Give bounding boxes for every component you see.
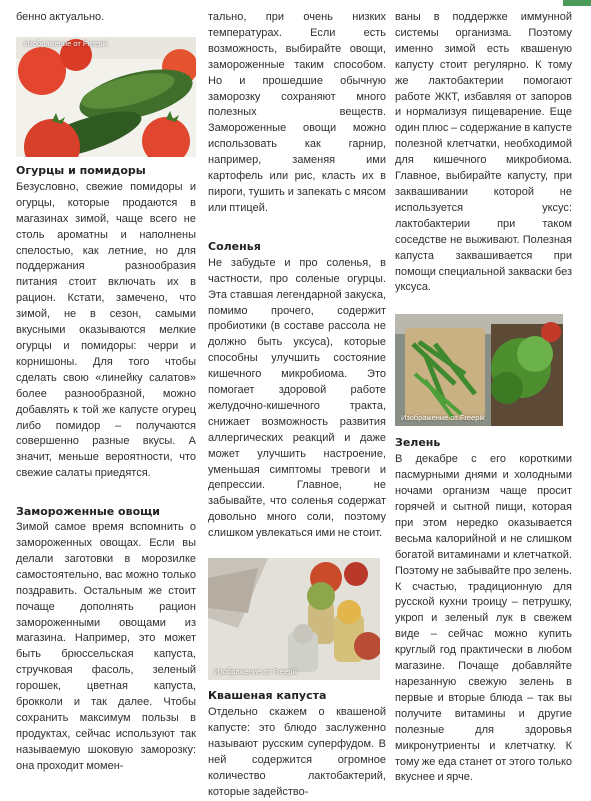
text-cucumbers-tomatoes: Безусловно, свежие помидоры и огурцы, которые продаются в магазинах зимой, чаще всего не столь ароматны и наполнены спелостью, как летние, но для поддержания разнообразия питания стоит включать их в рацион. Кстати, замечено, что зимой, не в сезон, самыми вкусными оказываются мелкие огурцы и помидоры: черри и корнишоны. Для того чтобы сделать свою «линейку салатов» более разнообразной, можно добавлять к той же капусте огурец либо помидор – получаются совершенно разные вкусы. А значит, меньше вероятности, что свежие салаты приедятся. <box>16 180 196 480</box>
image-credit: Изображение от Freepik <box>214 667 298 677</box>
image-credit: Изображение от Freepik <box>401 413 485 423</box>
column-3-lead-text: ваны в поддержке иммунной системы организма. Поэтому именно зимой есть квашеную капусту стоит регулярно. К тому же лактобактерии помогают работе ЖКТ, избавляя от запоров и нормализуя пищеварение. Еще один плюс – содержание в капусте полезной клетчатки, необходимой для кишечного микробиома. Главное, выбирайте капусту, при заквашивании которой не используется уксус: лактобактерии при таком соседстве не выживают. Полезная капуста заквашивается при помощи специальной закваски без уксуса. <box>395 11 572 294</box>
pickled-jars-image <box>208 558 380 680</box>
column-1-lead-text: бенно актуально. <box>16 11 105 23</box>
column-2 <box>208 0 386 801</box>
tomatoes-cucumbers-image <box>16 37 196 157</box>
heading-sauerkraut: Квашеная капуста <box>208 689 327 703</box>
text-greens: В декабре с его короткими пасмурными днями и холодными ночами организм чаще просит горячей и сытной пищи, которая при этом нередко оказывается весьма калорийной и не слишком богатой витаминами и клетчаткой. Поэтому не забывайте про зелень. К счастью, традиционную для русской кухни троицу – петрушку, укроп и зеленый лук в свежем виде – сейчас можно купить круглый год практически в любом магазине. Почаще добавляйте нарезанную свежую зелень в первые и вторые блюда – так вы получите витамины и другие полезные для здоровья микронутриенты и клетчатку. К тому же еда станет от этого только вкуснее и ярче. <box>395 453 572 784</box>
text-pickles: Не забудьте и про соленья, в частности, про соленые огурцы. Эта ставшая легендарной закуска, помимо прочего, содержит пробиотики (в составе рассола не должно быть уксуса), которые способны улучшить состояние кишечного микробиома. Это помогает здоровой работе желудочно-кишечного тракта, снижает возможность развития аллергических реакций и даже может улучшить настроение, уменьшая симптомы тревоги и депрессии. Главное, не забывайте, что соленья содержат довольно много соли, поэтому слишком увлекаться ими не стоит. <box>208 256 386 540</box>
text-frozen-vegetables: Зимой самое время вспомнить о замороженных овощах. Если вы делали заготовки в морозилке самостоятельно, вас можно только поздравить. Остальным же стоит почаще дополнять рацион замороженными овощами из магазина. Например, это может быть брюссельская капуста, стручковая фасоль, зеленый горошек, цветная капуста, брокколи и так далее. Чтобы сохранить максимум пользы в продуктах, сейчас используют так называемую шоковую заморозку: она проходит момен- <box>16 521 196 772</box>
image-credit: Изображение от Freepik <box>24 38 108 48</box>
pickled-jars-photo <box>208 558 380 680</box>
heading-pickles: Соленья <box>208 239 261 253</box>
fresh-greens-photo <box>395 314 563 426</box>
fresh-greens-image <box>395 314 563 426</box>
text-sauerkraut: Отдельно скажем о квашеной капусте: это блюдо заслуженно называют русским суперфудом. В ней содержится огромное количество лактобактерий, которые задейство- <box>208 706 386 798</box>
heading-cucumbers-tomatoes: Огурцы и помидоры <box>16 163 146 177</box>
heading-greens: Зелень <box>395 436 441 450</box>
heading-frozen-vegetables: Замороженные овощи <box>16 505 161 519</box>
column-3 <box>395 0 572 786</box>
column-1 <box>16 0 196 775</box>
column-2-lead-text: тально, при очень низких температурах. Если есть возможность, выбирайте овощи, замороженные таким способом. Но и прошедшие обычную заморозку сохраняют много полезных веществ. Замороженные овощи можно использовать как гарнир, например, заменяя ими картофель или рис, класть их в пироги, тушить и запекать с мясом или птицей. <box>208 11 386 214</box>
tomatoes-cucumbers-photo <box>16 37 196 157</box>
